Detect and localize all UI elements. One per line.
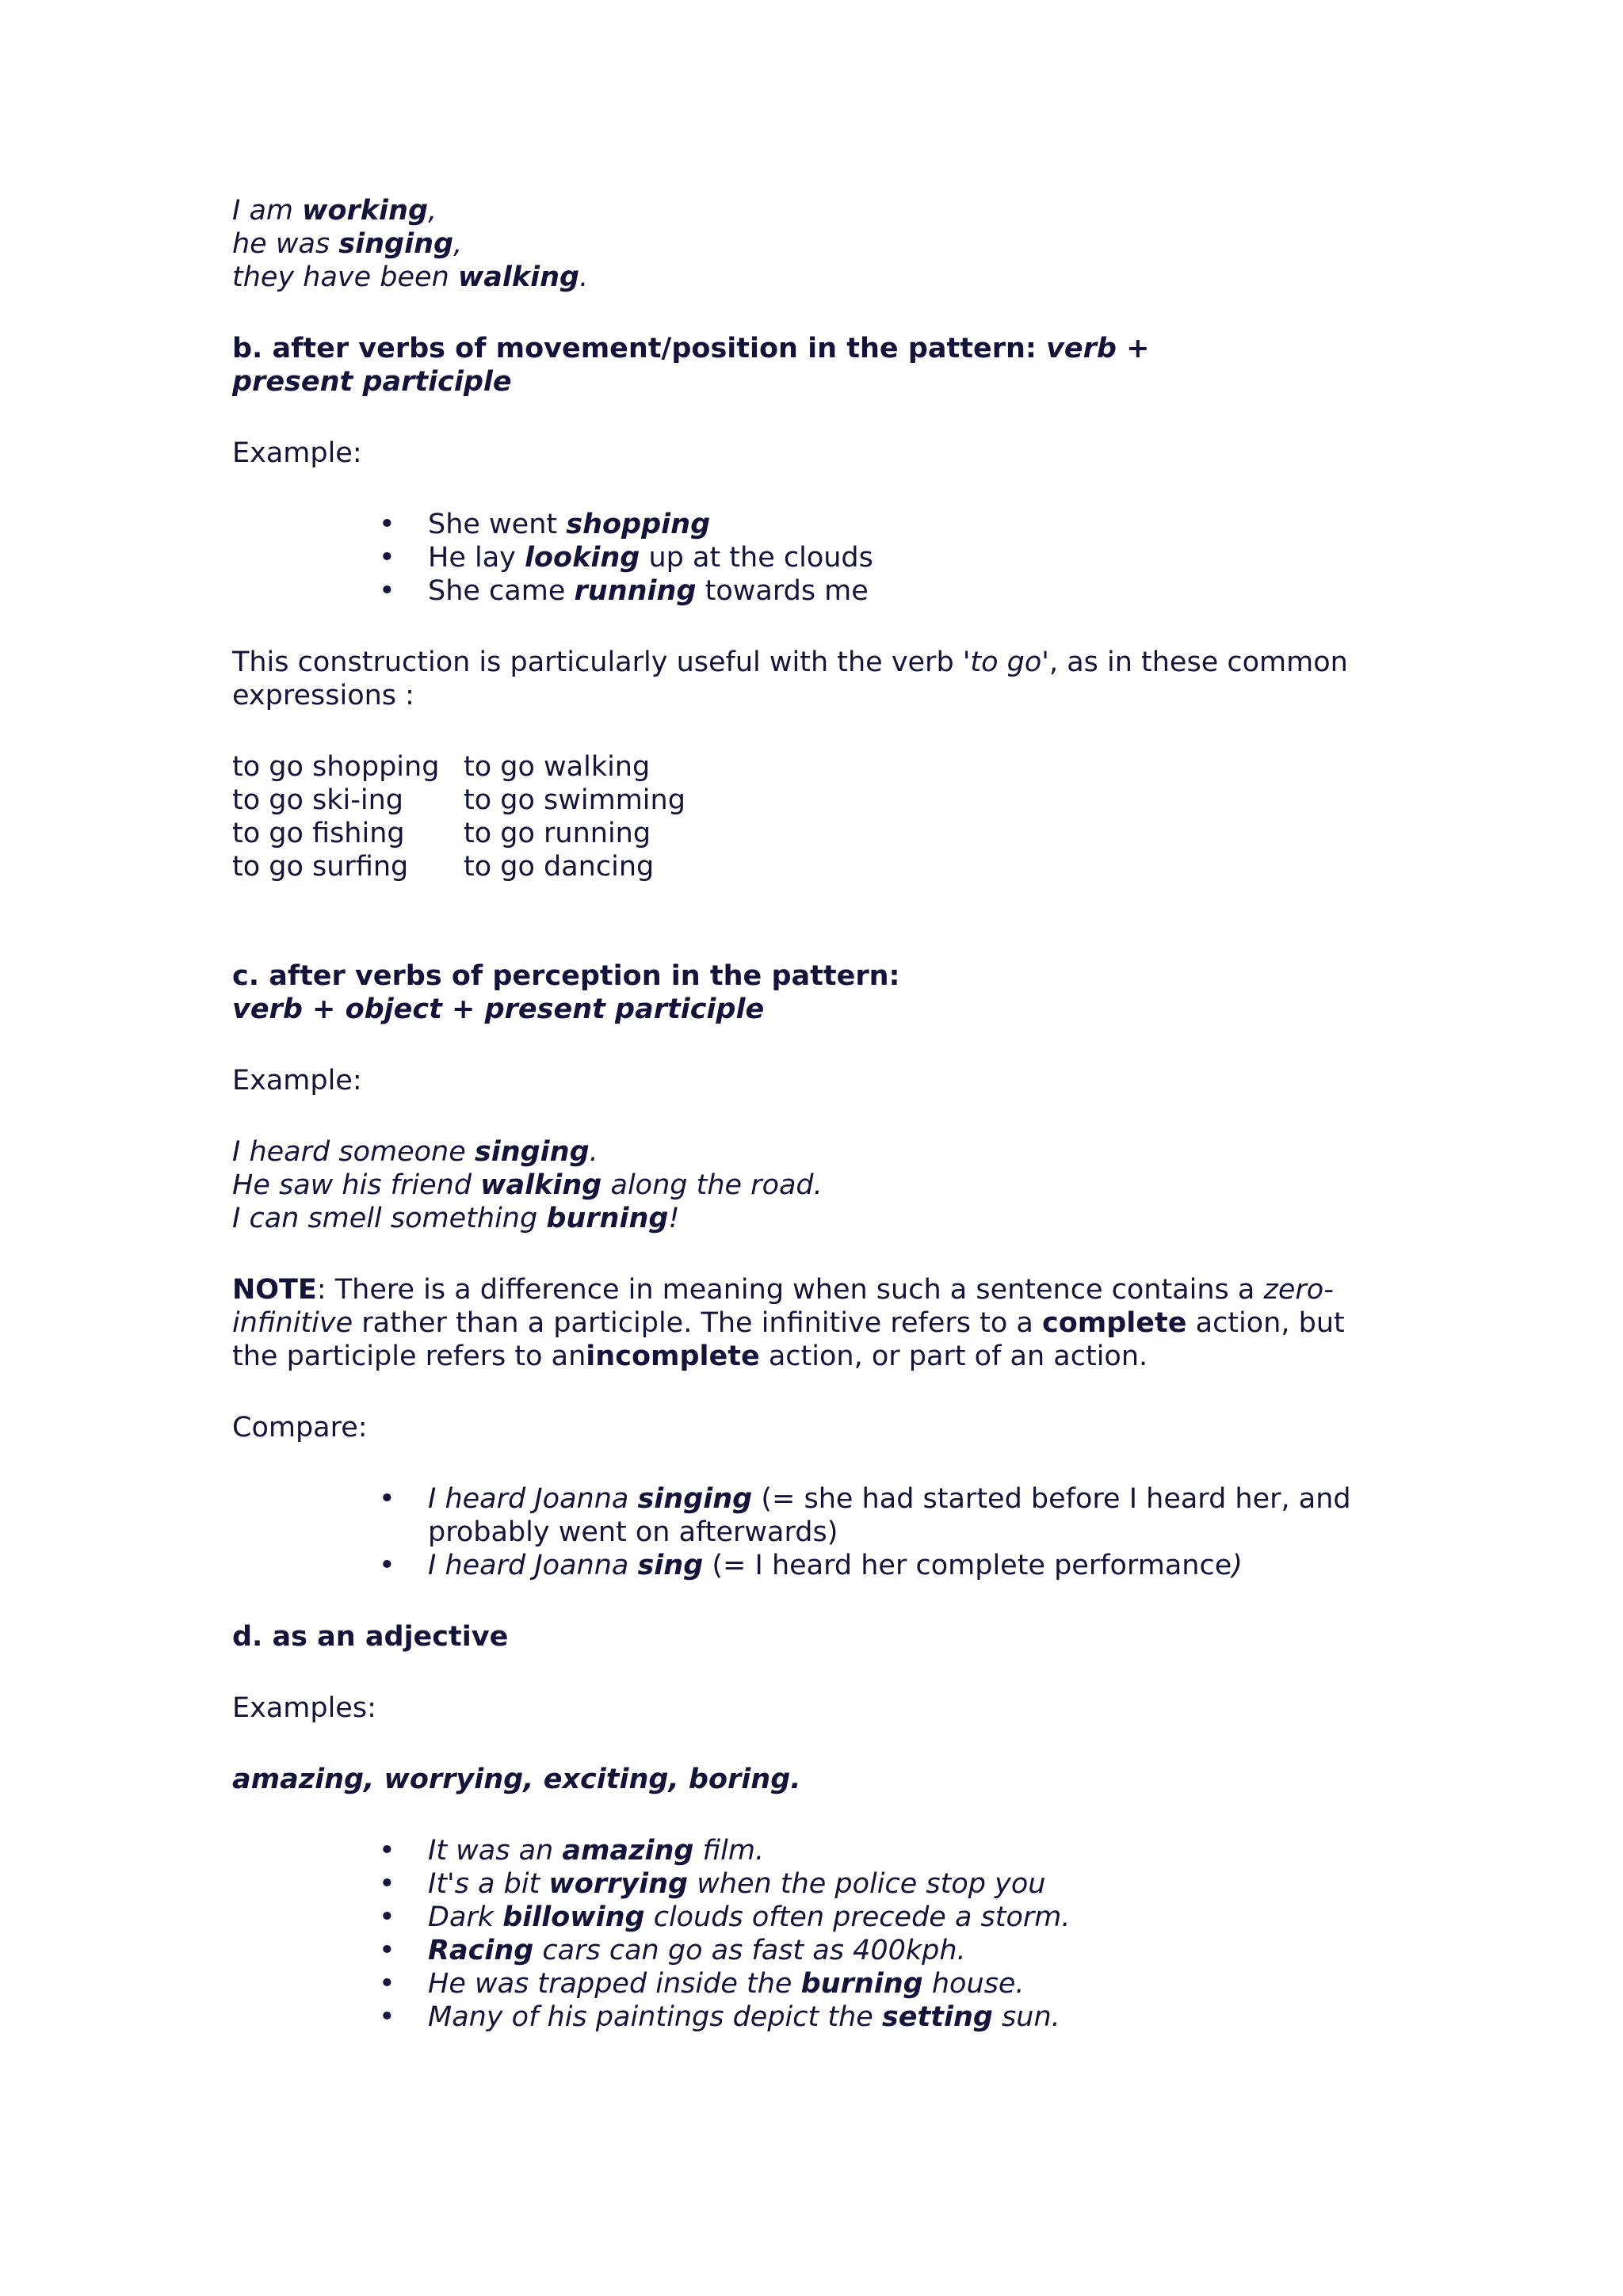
section-d-bullets bbox=[232, 1834, 1421, 2034]
list-item: • He was trapped inside the burning house. bbox=[428, 1967, 1421, 2000]
intro-line: I am working, bbox=[232, 195, 437, 227]
expression: to go fishing bbox=[232, 818, 405, 849]
list-item: • It's a bit worrying when the police stop you bbox=[428, 1867, 1421, 1901]
section-b-bullets bbox=[232, 508, 1421, 608]
intro-line: they have been walking. bbox=[232, 261, 589, 293]
section-b-example-label: Example: bbox=[232, 437, 362, 469]
example-line: I can smell something burning! bbox=[232, 1203, 680, 1234]
expressions-table bbox=[232, 750, 1421, 883]
section-c-example-label: Example: bbox=[232, 1065, 362, 1097]
section-d-heading: d. as an adjective bbox=[232, 1621, 509, 1653]
list-item: • Racing cars can go as fast as 400kph. bbox=[428, 1934, 1421, 1967]
compare-bullets bbox=[232, 1482, 1434, 1582]
list-item: • It was an amazing film. bbox=[428, 1834, 1421, 1867]
expression: to go ski-ing bbox=[232, 784, 403, 816]
list-item: • She came running towards me bbox=[428, 574, 1421, 608]
section-b-heading: b. after verbs of movement/position in the pattern: verb + present participle bbox=[232, 333, 1150, 398]
expression: to go swimming bbox=[464, 784, 685, 816]
list-item: • Dark billowing clouds often precede a storm. bbox=[428, 1901, 1421, 1934]
example-line: He saw his friend walking along the road. bbox=[232, 1169, 823, 1201]
section-c-examples bbox=[232, 1135, 1421, 1235]
expression: to go shopping bbox=[232, 751, 440, 783]
list-item: • I heard Joanna sing (= I heard her complete performance) bbox=[428, 1549, 1434, 1582]
compare-label: Compare: bbox=[232, 1412, 368, 1444]
adjectives-list: amazing, worrying, exciting, boring. bbox=[232, 1764, 801, 1795]
list-item: • He lay looking up at the clouds bbox=[428, 541, 1421, 574]
expression: to go dancing bbox=[464, 851, 655, 883]
list-item: • She went shopping bbox=[428, 508, 1421, 541]
intro-line: he was singing, bbox=[232, 228, 463, 260]
section-c-heading: c. after verbs of perception in the pattern: verb + object + present participle bbox=[232, 960, 900, 1025]
expression: to go walking bbox=[464, 751, 651, 783]
expression: to go running bbox=[464, 818, 651, 849]
section-c-note: NOTE: There is a difference in meaning when such a sentence contains a zero-infinitive rather than a participle. The infinitive refers to a complete action, but the participle refers to anincomplete action, or part of an action. bbox=[232, 1274, 1345, 1372]
document-content bbox=[232, 194, 1421, 2072]
section-b-note: This construction is particularly useful with the verb 'to go', as in these common expressions : bbox=[232, 646, 1348, 711]
expressions-column-left bbox=[232, 750, 464, 883]
list-item: • Many of his paintings depict the setting sun. bbox=[428, 2000, 1421, 2034]
intro-examples bbox=[232, 194, 1421, 294]
expressions-column-right bbox=[464, 750, 717, 883]
list-item: • I heard Joanna singing (= she had started before I heard her, and probably went on afterwards) bbox=[428, 1482, 1434, 1549]
section-d-examples-label: Examples: bbox=[232, 1692, 376, 1724]
example-line: I heard someone singing. bbox=[232, 1136, 598, 1168]
expression: to go surfing bbox=[232, 851, 409, 883]
